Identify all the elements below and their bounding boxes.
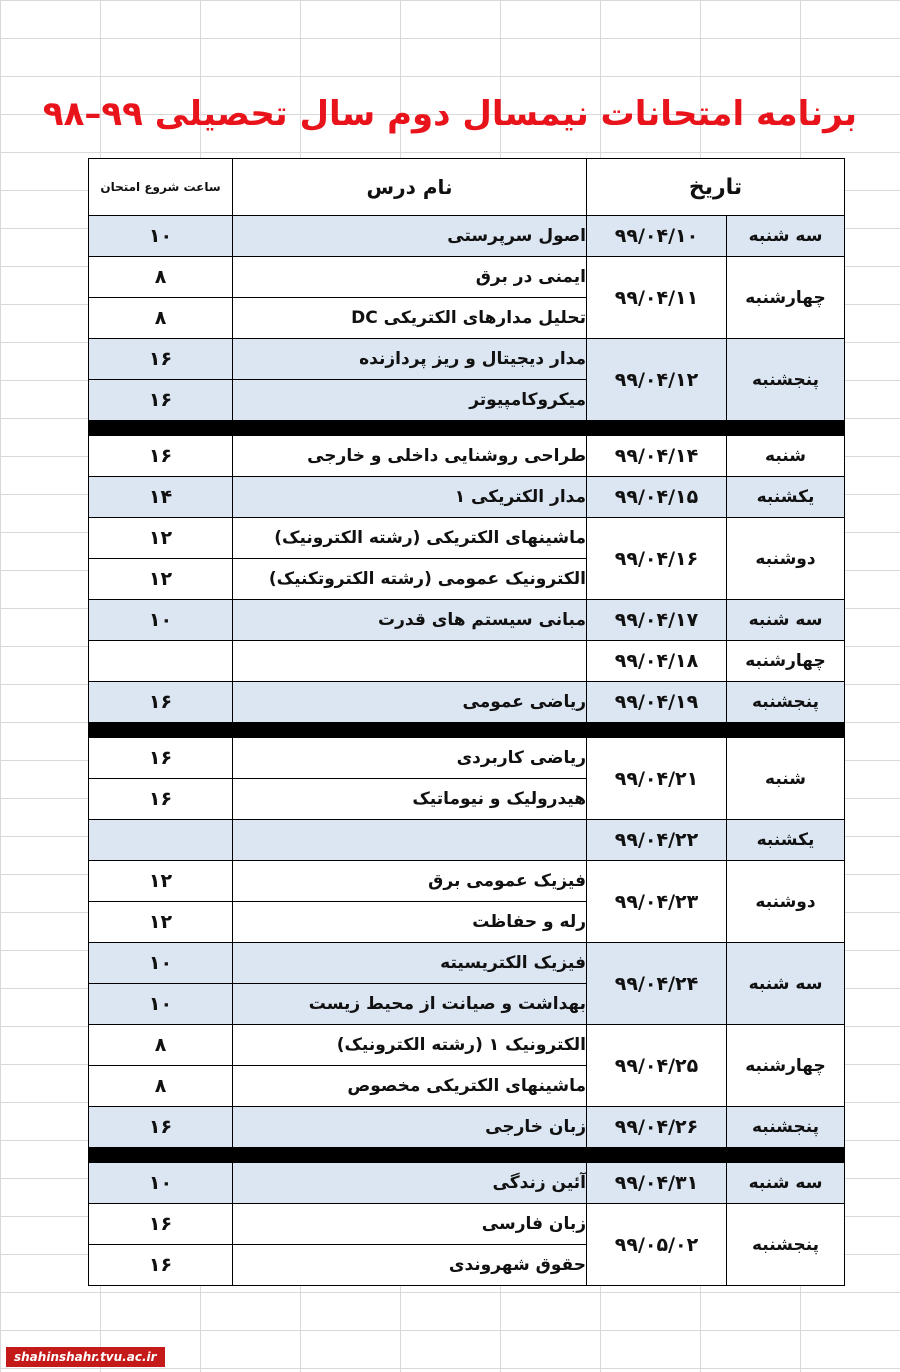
- exam-date: ۹۹/۰۴/۱۹: [587, 682, 727, 723]
- course-name: حقوق شهروندی: [233, 1245, 587, 1286]
- exam-day: سه شنبه: [727, 1163, 845, 1204]
- start-time: ۱۶: [89, 1245, 233, 1286]
- table-row: [89, 518, 845, 559]
- exam-date: ۹۹/۰۴/۲۶: [587, 1107, 727, 1148]
- course-name: طراحی روشنایی داخلی و خارجی: [233, 436, 587, 477]
- course-name: ماشینهای الکتریکی (رشته الکترونیک): [233, 518, 587, 559]
- start-time: ۱۰: [89, 1163, 233, 1204]
- start-time: ۱۰: [89, 600, 233, 641]
- exam-date: ۹۹/۰۴/۱۷: [587, 600, 727, 641]
- table-row: [89, 820, 845, 861]
- table-row: [89, 436, 845, 477]
- exam-day: پنجشنبه: [727, 1107, 845, 1148]
- course-name: آئین زندگی: [233, 1163, 587, 1204]
- separator-bar: [89, 723, 845, 738]
- course-name: ایمنی در برق: [233, 257, 587, 298]
- exam-date: ۹۹/۰۴/۲۵: [587, 1025, 727, 1107]
- exam-day: چهارشنبه: [727, 1025, 845, 1107]
- site-watermark: shahinshahr.tvu.ac.ir: [6, 1347, 165, 1367]
- header-row: [89, 159, 845, 216]
- table-row: [89, 943, 845, 984]
- exam-date: ۹۹/۰۴/۱۸: [587, 641, 727, 682]
- exam-schedule-table: [88, 158, 845, 1286]
- course-name: بهداشت و صیانت از محیط زیست: [233, 984, 587, 1025]
- course-name: ماشینهای الکتریکی مخصوص: [233, 1066, 587, 1107]
- start-time: ۱۶: [89, 738, 233, 779]
- table-row: [89, 1025, 845, 1066]
- table-row: [89, 339, 845, 380]
- exam-day: چهارشنبه: [727, 641, 845, 682]
- exam-day: سه شنبه: [727, 943, 845, 1025]
- start-time: ۱۶: [89, 779, 233, 820]
- table-row: [89, 600, 845, 641]
- exam-date: ۹۹/۰۴/۱۲: [587, 339, 727, 421]
- course-name: مبانی سیستم های قدرت: [233, 600, 587, 641]
- start-time: ۱۰: [89, 216, 233, 257]
- course-name: تحلیل مدارهای الکتریکی DC: [233, 298, 587, 339]
- course-name: ریاضی کاربردی: [233, 738, 587, 779]
- course-name: مدار دیجیتال و ریز پردازنده: [233, 339, 587, 380]
- header-course: نام درس: [233, 159, 587, 216]
- exam-date: ۹۹/۰۴/۱۵: [587, 477, 727, 518]
- exam-date: ۹۹/۰۴/۱۰: [587, 216, 727, 257]
- start-time: ۱۶: [89, 1107, 233, 1148]
- course-name: فیزیک عمومی برق: [233, 861, 587, 902]
- table-row: [89, 477, 845, 518]
- start-time: [89, 820, 233, 861]
- course-name: مدار الکتریکی ۱: [233, 477, 587, 518]
- course-name: اصول سرپرستی: [233, 216, 587, 257]
- start-time: ۱۶: [89, 380, 233, 421]
- exam-date: ۹۹/۰۴/۲۱: [587, 738, 727, 820]
- table-row: [89, 1204, 845, 1245]
- table-row: [89, 1107, 845, 1148]
- exam-day: شنبه: [727, 738, 845, 820]
- table-row: [89, 682, 845, 723]
- header-date: تاریخ: [587, 159, 845, 216]
- start-time: ۱۶: [89, 682, 233, 723]
- header-start-time: ساعت شروع امتحان: [89, 159, 233, 216]
- exam-date: ۹۹/۰۴/۱۱: [587, 257, 727, 339]
- start-time: [89, 641, 233, 682]
- start-time: ۱۰: [89, 984, 233, 1025]
- course-name: میکروکامپیوتر: [233, 380, 587, 421]
- start-time: ۱۲: [89, 559, 233, 600]
- exam-date: ۹۹/۰۴/۱۶: [587, 518, 727, 600]
- course-name: فیزیک الکتریسیته: [233, 943, 587, 984]
- separator-bar: [89, 421, 845, 436]
- start-time: ۱۶: [89, 339, 233, 380]
- week-separator: [89, 1148, 845, 1163]
- start-time: ۱۲: [89, 902, 233, 943]
- table-row: [89, 861, 845, 902]
- exam-date: ۹۹/۰۵/۰۲: [587, 1204, 727, 1286]
- week-separator: [89, 723, 845, 738]
- exam-day: یکشنبه: [727, 477, 845, 518]
- exam-date: ۹۹/۰۴/۲۲: [587, 820, 727, 861]
- start-time: ۱۶: [89, 436, 233, 477]
- exam-day: شنبه: [727, 436, 845, 477]
- exam-day: سه شنبه: [727, 600, 845, 641]
- table-row: [89, 1163, 845, 1204]
- start-time: ۸: [89, 257, 233, 298]
- exam-date: ۹۹/۰۴/۳۱: [587, 1163, 727, 1204]
- exam-day: دوشنبه: [727, 861, 845, 943]
- week-separator: [89, 421, 845, 436]
- table-row: [89, 738, 845, 779]
- table-row: [89, 216, 845, 257]
- start-time: ۱۴: [89, 477, 233, 518]
- exam-day: یکشنبه: [727, 820, 845, 861]
- exam-date: ۹۹/۰۴/۱۴: [587, 436, 727, 477]
- exam-day: پنجشنبه: [727, 1204, 845, 1286]
- page-title: برنامه امتحانات نیمسال دوم سال تحصیلی ۹۹–۹۸: [42, 94, 858, 134]
- course-name: [233, 641, 587, 682]
- course-name: ریاضی عمومی: [233, 682, 587, 723]
- course-name: الکترونیک ۱ (رشته الکترونیک): [233, 1025, 587, 1066]
- exam-day: پنجشنبه: [727, 339, 845, 421]
- start-time: ۱۶: [89, 1204, 233, 1245]
- exam-date: ۹۹/۰۴/۲۳: [587, 861, 727, 943]
- start-time: ۸: [89, 298, 233, 339]
- exam-day: سه شنبه: [727, 216, 845, 257]
- start-time: ۱۰: [89, 943, 233, 984]
- exam-date: ۹۹/۰۴/۲۴: [587, 943, 727, 1025]
- schedule-body: [89, 216, 845, 1286]
- exam-day: چهارشنبه: [727, 257, 845, 339]
- exam-day: دوشنبه: [727, 518, 845, 600]
- course-name: زبان خارجی: [233, 1107, 587, 1148]
- separator-bar: [89, 1148, 845, 1163]
- start-time: ۱۲: [89, 518, 233, 559]
- start-time: ۸: [89, 1066, 233, 1107]
- start-time: ۸: [89, 1025, 233, 1066]
- exam-day: پنجشنبه: [727, 682, 845, 723]
- course-name: زبان فارسی: [233, 1204, 587, 1245]
- course-name: الکترونیک عمومی (رشته الکتروتکنیک): [233, 559, 587, 600]
- course-name: [233, 820, 587, 861]
- course-name: رله و حفاظت: [233, 902, 587, 943]
- table-row: [89, 257, 845, 298]
- table-row: [89, 641, 845, 682]
- start-time: ۱۲: [89, 861, 233, 902]
- course-name: هیدرولیک و نیوماتیک: [233, 779, 587, 820]
